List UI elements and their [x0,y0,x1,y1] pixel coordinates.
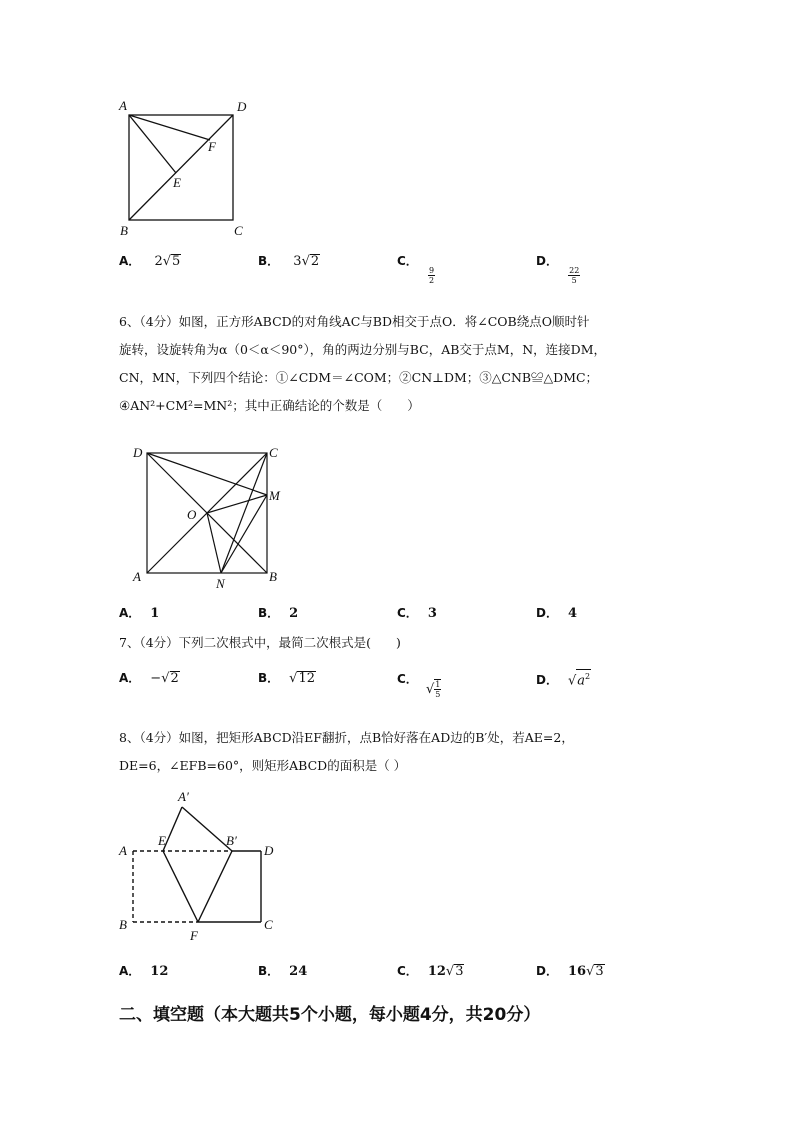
q7-text: 7、（4分）下列二次根式中，最简二次根式是( ) [119,635,401,650]
q8-line-1: 8、（4分）如图，把矩形ABCD沿EF翻折，点B恰好落在AD边的B′处，若AE=2， [119,730,574,745]
question-8 [119,724,679,780]
label-A: A [119,843,127,858]
q8-option-a[interactable]: A． 12 [119,964,169,979]
q5-option-c[interactable]: C． $\frac{9}{2}$ [397,254,435,285]
label-M: M [269,488,280,503]
q6-option-a[interactable]: A． 1 [119,606,160,621]
q5-option-d[interactable]: D． $\frac{22}{5}$ [536,254,580,285]
q5-option-b[interactable]: B． 3√2 [258,254,320,269]
q7-option-c[interactable]: C． √ $\frac{1}{5}$ [397,671,441,699]
label-B-prime: B′ [226,833,237,848]
label-E: E [158,833,166,848]
option-label: B． [258,254,280,268]
label-A: A [133,569,141,584]
label-N: N [216,576,225,591]
option-label: C． [397,254,418,268]
label-F: F [190,928,198,943]
option-label: A． [119,254,141,268]
label-B: B [269,569,277,584]
figure-square-aefd [110,95,260,245]
label-O: O [187,507,197,522]
q6-option-d[interactable]: D． 4 [536,606,578,621]
q6-line-1: 6、（4分）如图，正方形ABCD的对角线AC与BD相交于点O．将∠COB绕点O顺时针 [119,314,590,329]
label-D: D [237,99,247,114]
label-A-prime: A′ [178,789,189,804]
option-label: D． [536,254,558,268]
label-D: D [264,843,274,858]
figure-folded-rectangle [110,785,290,950]
q6-line-2: 旋转，设旋转角为α（0＜α＜90°），角的两边分别与BC，AB交于点M，N，连接DM， [119,342,606,357]
q6-line-3: CN，MN，下列四个结论：①∠CDM＝∠COM；②CN⊥DM；③△CNB≌△DMC； [119,370,599,385]
label-B: B [119,917,127,932]
q8-option-d[interactable]: D． 16√3 [536,964,604,979]
label-B: B [120,223,128,238]
question-6 [119,308,679,420]
label-C: C [234,223,243,238]
figure-square-rotation [120,440,290,595]
q8-option-b[interactable]: B． 24 [258,964,308,979]
label-A: A [119,98,127,113]
label-F: F [208,139,216,154]
q5-option-a[interactable]: A． 2√5 [119,254,181,269]
q7-option-a[interactable]: A． −√2 [119,671,179,686]
label-E: E [173,175,181,190]
q6-option-b[interactable]: B． 2 [258,606,299,621]
section-heading-fill-in: 二、填空题（本大题共5个小题，每小题4分，共20分） [119,1005,541,1025]
label-C: C [264,917,273,932]
question-7 [119,629,679,657]
q8-option-c[interactable]: C． 12√3 [397,964,464,979]
label-D: D [133,445,143,460]
q6-option-c[interactable]: C． 3 [397,606,437,621]
q8-line-2: DE=6，∠EFB=60°，则矩形ABCD的面积是（ ） [119,758,407,773]
q7-option-b[interactable]: B． √12 [258,671,315,686]
label-C: C [269,445,278,460]
q6-line-4: ④AN²+CM²=MN²；其中正确结论的个数是（ ） [119,398,420,413]
q7-option-d[interactable]: D． $√a^2$ [536,669,591,688]
